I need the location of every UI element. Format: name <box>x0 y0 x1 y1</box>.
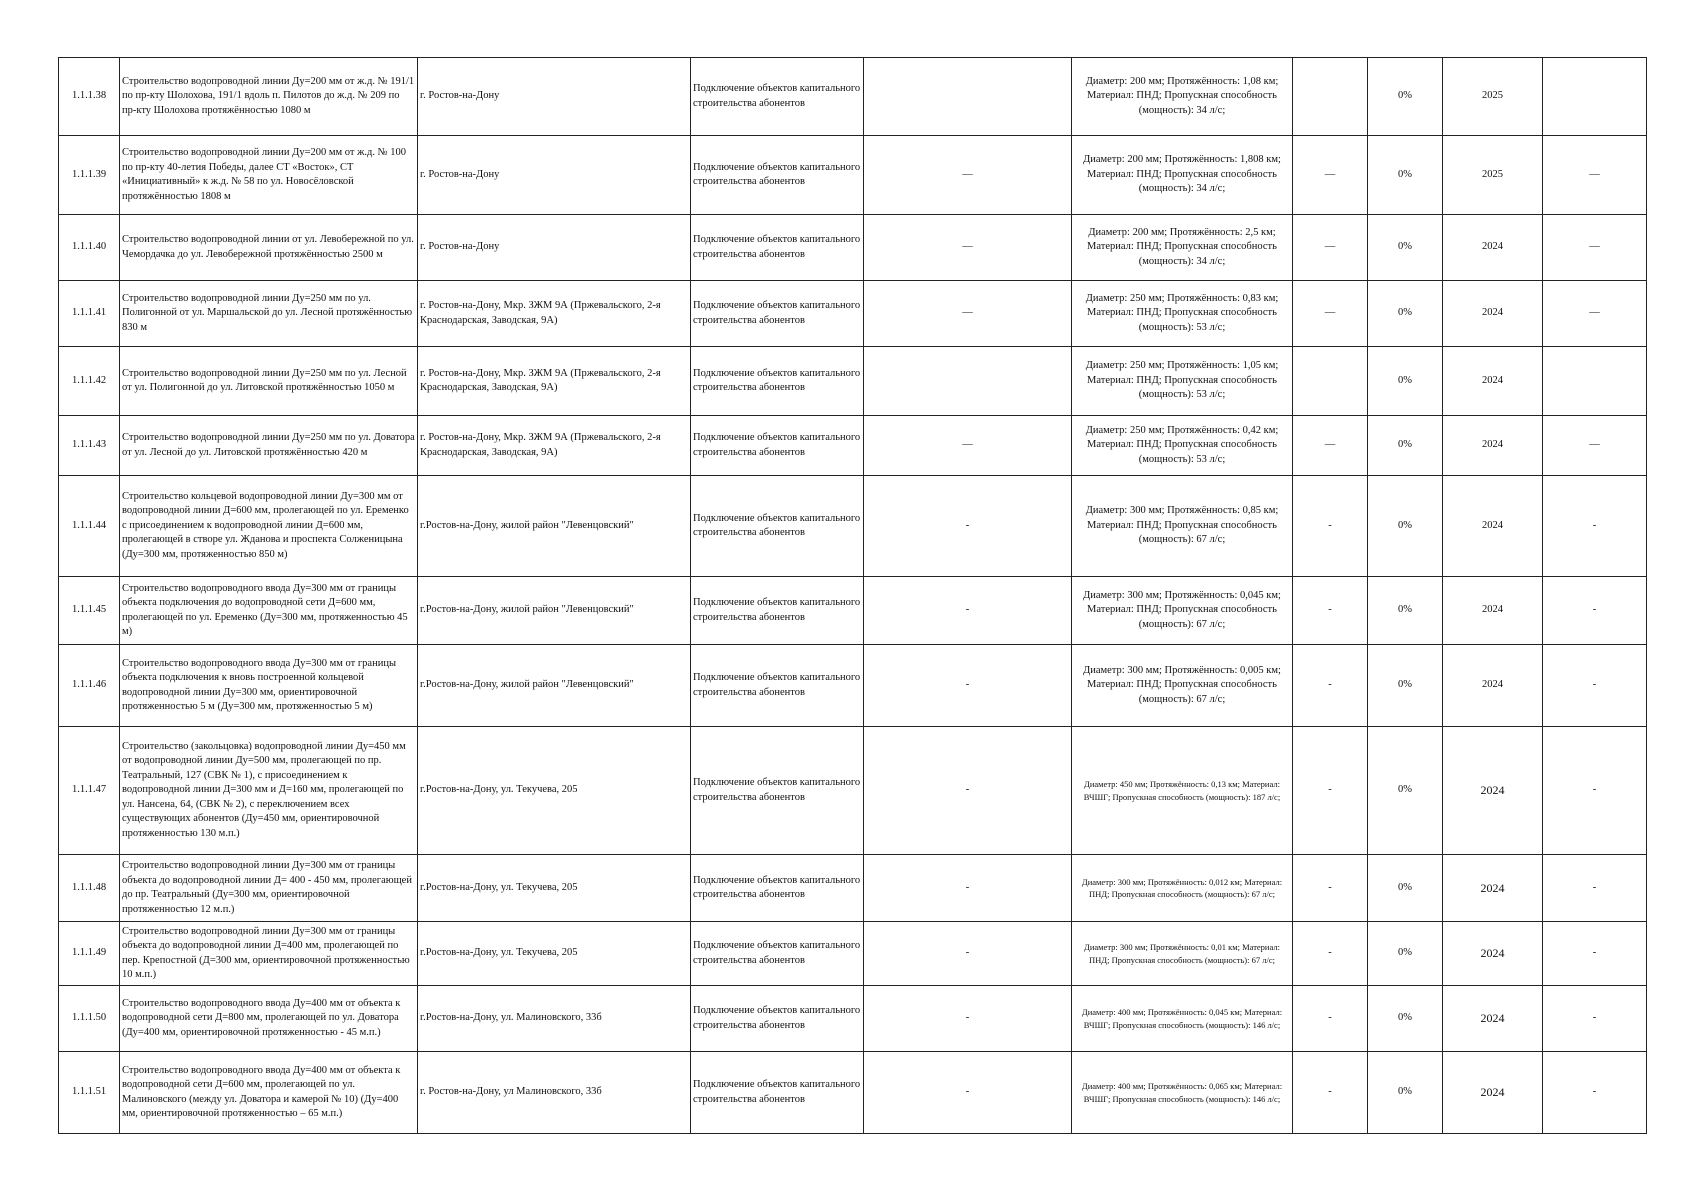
completion-percent: 0% <box>1368 986 1443 1052</box>
cell-col10: - <box>1543 986 1647 1052</box>
cell-col7 <box>1293 347 1368 416</box>
table-row <box>59 215 1647 281</box>
project-purpose: Подключение объектов капитального строительства абонентов <box>691 727 864 855</box>
cell-col5: - <box>864 922 1072 986</box>
technical-characteristics: Диаметр: 300 мм; Протяжённость: 0,005 км; Материал: ПНД; Пропускная способность (мощность): 67 л/с; <box>1072 645 1293 727</box>
cell-col10: - <box>1543 922 1647 986</box>
cell-col7: - <box>1293 1052 1368 1134</box>
cell-col5: — <box>864 215 1072 281</box>
cell-col5 <box>864 58 1072 136</box>
completion-year: 2024 <box>1443 215 1543 281</box>
cell-col7: - <box>1293 986 1368 1052</box>
row-number: 1.1.1.41 <box>59 281 120 347</box>
row-number: 1.1.1.43 <box>59 416 120 476</box>
technical-characteristics: Диаметр: 300 мм; Протяжённость: 0,012 км; Материал: ПНД; Пропускная способность (мощность): 67 л/с; <box>1072 855 1293 922</box>
completion-percent: 0% <box>1368 727 1443 855</box>
cell-col7: — <box>1293 215 1368 281</box>
cell-col10 <box>1543 347 1647 416</box>
project-name: Строительство водопроводной линии Ду=250 мм по ул. Полигонной от ул. Маршальской до ул. Лесной протяжённостью 830 м <box>120 281 418 347</box>
technical-characteristics: Диаметр: 450 мм; Протяжённость: 0,13 км; Материал: ВЧШГ; Пропускная способность (мощность): 187 л/с; <box>1072 727 1293 855</box>
project-purpose: Подключение объектов капитального строительства абонентов <box>691 416 864 476</box>
investment-program-table <box>58 57 1647 1134</box>
cell-col7: - <box>1293 476 1368 577</box>
cell-col10: - <box>1543 1052 1647 1134</box>
table-body <box>59 58 1647 1134</box>
project-name: Строительство водопроводной линии Ду=300 мм от границы объекта до водопроводной линии Д=400 мм, пролегающей по пер. Крепостной (Д=300 мм, ориентировочной протяженностью 10 м.п.) <box>120 922 418 986</box>
project-name: Строительство (закольцовка) водопроводной линии Ду=450 мм от водопроводной линии Ду=500 мм, пролегающей по пр. Театральный, 127 (СВК № 1), с присоединением к водопроводной линии Д=300 мм и Д=160 мм, пролегающей по ул. Нансена, 64, (СВК № 2), с переключением всех существующих абонентов (Ду=450 мм, ориентировочной протяженностью 130 м.п.) <box>120 727 418 855</box>
project-address: г.Ростов-на-Дону, жилой район "Левенцовский" <box>418 476 691 577</box>
cell-col10: — <box>1543 215 1647 281</box>
technical-characteristics: Диаметр: 200 мм; Протяжённость: 2,5 км; Материал: ПНД; Пропускная способность (мощность): 34 л/с; <box>1072 215 1293 281</box>
project-address: г. Ростов-на-Дону, ул Малиновского, 33б <box>418 1052 691 1134</box>
project-name: Строительство водопроводного ввода Ду=300 мм от границы объекта подключения к вновь построенной кольцевой водопроводной линии Ду=300 мм, ориентировочной протяженностью 5 м (Ду=300 мм, протяженностью 5 м) <box>120 645 418 727</box>
completion-year: 2025 <box>1443 136 1543 215</box>
project-address: г.Ростов-на-Дону, жилой район "Левенцовский" <box>418 645 691 727</box>
table-row <box>59 855 1647 922</box>
table-row <box>59 645 1647 727</box>
technical-characteristics: Диаметр: 300 мм; Протяжённость: 0,85 км; Материал: ПНД; Пропускная способность (мощность): 67 л/с; <box>1072 476 1293 577</box>
project-address: г. Ростов-на-Дону <box>418 136 691 215</box>
completion-year: 2024 <box>1443 645 1543 727</box>
table-row <box>59 1052 1647 1134</box>
cell-col7: - <box>1293 577 1368 645</box>
project-purpose: Подключение объектов капитального строительства абонентов <box>691 58 864 136</box>
technical-characteristics: Диаметр: 250 мм; Протяжённость: 0,83 км; Материал: ПНД; Пропускная способность (мощность): 53 л/с; <box>1072 281 1293 347</box>
cell-col5: - <box>864 855 1072 922</box>
row-number: 1.1.1.44 <box>59 476 120 577</box>
project-purpose: Подключение объектов капитального строительства абонентов <box>691 347 864 416</box>
project-name: Строительство водопроводной линии от ул. Левобережной по ул. Чемордачка до ул. Левобережной протяжённостью 2500 м <box>120 215 418 281</box>
completion-percent: 0% <box>1368 281 1443 347</box>
completion-year: 2024 <box>1443 281 1543 347</box>
cell-col5: — <box>864 136 1072 215</box>
project-address: г.Ростов-на-Дону, жилой район "Левенцовский" <box>418 577 691 645</box>
completion-year: 2024 <box>1443 1052 1543 1134</box>
project-name: Строительство водопроводной линии Ду=200 мм от ж.д. № 191/1 по пр-кту Шолохова, 191/1 вдоль п. Пилотов до ж.д. № 209 по пр-кту Шолохова протяжённостью 1080 м <box>120 58 418 136</box>
table-row <box>59 416 1647 476</box>
table-row <box>59 476 1647 577</box>
cell-col10: - <box>1543 645 1647 727</box>
project-purpose: Подключение объектов капитального строительства абонентов <box>691 281 864 347</box>
cell-col10: — <box>1543 416 1647 476</box>
project-purpose: Подключение объектов капитального строительства абонентов <box>691 645 864 727</box>
completion-year: 2024 <box>1443 727 1543 855</box>
completion-year: 2024 <box>1443 855 1543 922</box>
technical-characteristics: Диаметр: 300 мм; Протяжённость: 0,01 км; Материал: ПНД; Пропускная способность (мощность): 67 л/с; <box>1072 922 1293 986</box>
row-number: 1.1.1.50 <box>59 986 120 1052</box>
technical-characteristics: Диаметр: 250 мм; Протяжённость: 0,42 км; Материал: ПНД; Пропускная способность (мощность): 53 л/с; <box>1072 416 1293 476</box>
technical-characteristics: Диаметр: 300 мм; Протяжённость: 0,045 км; Материал: ПНД; Пропускная способность (мощность): 67 л/с; <box>1072 577 1293 645</box>
project-name: Строительство водопроводного ввода Ду=300 мм от границы объекта подключения до водопроводной сети Д=600 мм, пролегающей по ул. Еременко (Ду=300 мм, протяженностью 45 м) <box>120 577 418 645</box>
technical-characteristics: Диаметр: 200 мм; Протяжённость: 1,08 км; Материал: ПНД; Пропускная способность (мощность): 34 л/с; <box>1072 58 1293 136</box>
project-address: г.Ростов-на-Дону, ул. Текучева, 205 <box>418 727 691 855</box>
cell-col5: - <box>864 986 1072 1052</box>
completion-year: 2024 <box>1443 476 1543 577</box>
completion-percent: 0% <box>1368 136 1443 215</box>
completion-year: 2024 <box>1443 347 1543 416</box>
cell-col7: — <box>1293 416 1368 476</box>
project-address: г. Ростов-на-Дону, Мкр. ЗЖМ 9А (Пржевальского, 2-я Краснодарская, Заводская, 9А) <box>418 281 691 347</box>
cell-col10: — <box>1543 281 1647 347</box>
completion-percent: 0% <box>1368 476 1443 577</box>
table-row <box>59 986 1647 1052</box>
technical-characteristics: Диаметр: 400 мм; Протяжённость: 0,065 км; Материал: ВЧШГ; Пропускная способность (мощность): 146 л/с; <box>1072 1052 1293 1134</box>
row-number: 1.1.1.49 <box>59 922 120 986</box>
project-name: Строительство водопроводной линии Ду=300 мм от границы объекта до водопроводной линии Д= 400 - 450 мм, пролегающей до пр. Театральный (Ду=300 мм, ориентировочной протяженностью 12 м.п.) <box>120 855 418 922</box>
technical-characteristics: Диаметр: 200 мм; Протяжённость: 1,808 км; Материал: ПНД; Пропускная способность (мощность): 34 л/с; <box>1072 136 1293 215</box>
project-purpose: Подключение объектов капитального строительства абонентов <box>691 215 864 281</box>
table-row <box>59 922 1647 986</box>
completion-year: 2025 <box>1443 58 1543 136</box>
completion-year: 2024 <box>1443 922 1543 986</box>
completion-percent: 0% <box>1368 215 1443 281</box>
project-purpose: Подключение объектов капитального строительства абонентов <box>691 855 864 922</box>
project-address: г. Ростов-на-Дону, Мкр. ЗЖМ 9А (Пржевальского, 2-я Краснодарская, Заводская, 9А) <box>418 416 691 476</box>
completion-percent: 0% <box>1368 1052 1443 1134</box>
cell-col10: - <box>1543 476 1647 577</box>
completion-year: 2024 <box>1443 577 1543 645</box>
cell-col10: — <box>1543 136 1647 215</box>
cell-col10 <box>1543 58 1647 136</box>
project-name: Строительство кольцевой водопроводной линии Ду=300 мм от водопроводной линии Д=600 мм, пролегающей по ул. Еременко с присоединением к водопроводной линии Д=600 мм, пролегающей в створе ул. Жданова и проспекта Солженицына (Ду=300 мм, протяженностью 850 м) <box>120 476 418 577</box>
completion-year: 2024 <box>1443 986 1543 1052</box>
completion-percent: 0% <box>1368 416 1443 476</box>
cell-col10: - <box>1543 727 1647 855</box>
cell-col5: — <box>864 416 1072 476</box>
completion-percent: 0% <box>1368 577 1443 645</box>
project-purpose: Подключение объектов капитального строительства абонентов <box>691 1052 864 1134</box>
table-row <box>59 58 1647 136</box>
project-address: г.Ростов-на-Дону, ул. Малиновского, 33б <box>418 986 691 1052</box>
cell-col7: - <box>1293 645 1368 727</box>
cell-col5: - <box>864 476 1072 577</box>
cell-col7: - <box>1293 922 1368 986</box>
table-row <box>59 347 1647 416</box>
row-number: 1.1.1.38 <box>59 58 120 136</box>
cell-col7: - <box>1293 727 1368 855</box>
project-purpose: Подключение объектов капитального строительства абонентов <box>691 922 864 986</box>
completion-percent: 0% <box>1368 855 1443 922</box>
document-page <box>58 57 1646 1134</box>
cell-col5 <box>864 347 1072 416</box>
completion-percent: 0% <box>1368 922 1443 986</box>
cell-col5: - <box>864 577 1072 645</box>
cell-col5: - <box>864 645 1072 727</box>
row-number: 1.1.1.51 <box>59 1052 120 1134</box>
completion-percent: 0% <box>1368 58 1443 136</box>
table-row <box>59 577 1647 645</box>
project-purpose: Подключение объектов капитального строительства абонентов <box>691 577 864 645</box>
cell-col7: — <box>1293 136 1368 215</box>
project-address: г. Ростов-на-Дону, Мкр. ЗЖМ 9А (Пржевальского, 2-я Краснодарская, Заводская, 9А) <box>418 347 691 416</box>
table-row <box>59 281 1647 347</box>
table-row <box>59 727 1647 855</box>
project-name: Строительство водопроводной линии Ду=200 мм от ж.д. № 100 по пр-кту 40-летия Победы, далее СТ «Восток», СТ «Инициативный» к ж.д. № 58 по ул. Новосёловской протяжённостью 1808 м <box>120 136 418 215</box>
cell-col7 <box>1293 58 1368 136</box>
cell-col5: — <box>864 281 1072 347</box>
row-number: 1.1.1.48 <box>59 855 120 922</box>
cell-col10: - <box>1543 577 1647 645</box>
row-number: 1.1.1.45 <box>59 577 120 645</box>
cell-col10: - <box>1543 855 1647 922</box>
project-name: Строительство водопроводной линии Ду=250 мм по ул. Лесной от ул. Полигонной до ул. Литовской протяжённостью 1050 м <box>120 347 418 416</box>
cell-col7: - <box>1293 855 1368 922</box>
technical-characteristics: Диаметр: 250 мм; Протяжённость: 1,05 км; Материал: ПНД; Пропускная способность (мощность): 53 л/с; <box>1072 347 1293 416</box>
completion-percent: 0% <box>1368 347 1443 416</box>
project-name: Строительство водопроводного ввода Ду=400 мм от объекта к водопроводной сети Д=800 мм, пролегающей по ул. Доватора (Ду=400 мм, ориентировочной протяженностью - 45 м.п.) <box>120 986 418 1052</box>
cell-col5: - <box>864 727 1072 855</box>
project-address: г.Ростов-на-Дону, ул. Текучева, 205 <box>418 922 691 986</box>
project-purpose: Подключение объектов капитального строительства абонентов <box>691 476 864 577</box>
project-name: Строительство водопроводной линии Ду=250 мм по ул. Доватора от ул. Лесной до ул. Литовской протяжённостью 420 м <box>120 416 418 476</box>
technical-characteristics: Диаметр: 400 мм; Протяжённость: 0,045 км; Материал: ВЧШГ; Пропускная способность (мощность): 146 л/с; <box>1072 986 1293 1052</box>
completion-year: 2024 <box>1443 416 1543 476</box>
row-number: 1.1.1.46 <box>59 645 120 727</box>
project-address: г.Ростов-на-Дону, ул. Текучева, 205 <box>418 855 691 922</box>
project-address: г. Ростов-на-Дону <box>418 58 691 136</box>
row-number: 1.1.1.39 <box>59 136 120 215</box>
project-purpose: Подключение объектов капитального строительства абонентов <box>691 136 864 215</box>
cell-col5: - <box>864 1052 1072 1134</box>
row-number: 1.1.1.40 <box>59 215 120 281</box>
project-purpose: Подключение объектов капитального строительства абонентов <box>691 986 864 1052</box>
completion-percent: 0% <box>1368 645 1443 727</box>
project-name: Строительство водопроводного ввода Ду=400 мм от объекта к водопроводной сети Д=600 мм, пролегающей по ул. Малиновского (между ул. Доватора и камерой № 10) (Ду=400 мм, ориентировочной протяженностью – 65 м.п.) <box>120 1052 418 1134</box>
row-number: 1.1.1.42 <box>59 347 120 416</box>
project-address: г. Ростов-на-Дону <box>418 215 691 281</box>
row-number: 1.1.1.47 <box>59 727 120 855</box>
table-row <box>59 136 1647 215</box>
cell-col7: — <box>1293 281 1368 347</box>
